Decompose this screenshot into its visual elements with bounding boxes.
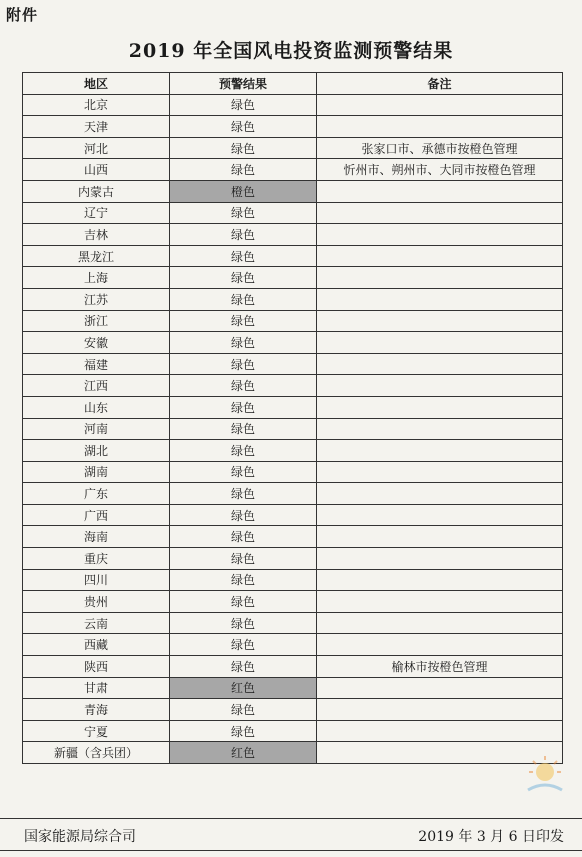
table-row — [23, 483, 563, 505]
warning-result-cell: 绿色 — [170, 569, 317, 591]
warning-result-cell: 绿色 — [170, 159, 317, 181]
note-cell — [317, 310, 563, 332]
table-row — [23, 224, 563, 246]
region-cell: 吉林 — [23, 224, 170, 246]
warning-result-cell: 绿色 — [170, 267, 317, 289]
note-cell — [317, 396, 563, 418]
region-cell: 广东 — [23, 483, 170, 505]
note-cell — [317, 720, 563, 742]
table-row — [23, 116, 563, 138]
note-cell — [317, 180, 563, 202]
watermark-logo-icon — [522, 752, 568, 798]
document-title: 2019 年全国风电投资监测预警结果 — [128, 40, 454, 62]
warning-result-cell: 绿色 — [170, 245, 317, 267]
table-row — [23, 526, 563, 548]
table-row — [23, 418, 563, 440]
warning-result-cell: 绿色 — [170, 591, 317, 613]
region-cell: 内蒙古 — [23, 180, 170, 202]
region-cell: 上海 — [23, 267, 170, 289]
warning-result-cell: 绿色 — [170, 526, 317, 548]
region-cell: 天津 — [23, 116, 170, 138]
table-row — [23, 310, 563, 332]
footer-bottom-rule — [0, 850, 582, 851]
note-cell — [317, 440, 563, 462]
region-cell: 贵州 — [23, 591, 170, 613]
warning-result-cell: 绿色 — [170, 224, 317, 246]
note-cell — [317, 224, 563, 246]
warning-result-cell: 红色 — [170, 677, 317, 699]
table-row — [23, 159, 563, 181]
annex-label: 附件 — [6, 6, 39, 24]
warning-result-cell: 绿色 — [170, 634, 317, 656]
note-cell — [317, 288, 563, 310]
note-cell — [317, 526, 563, 548]
header-result: 预警结果 — [170, 73, 317, 95]
table-row — [23, 353, 563, 375]
note-cell — [317, 353, 563, 375]
table-row — [23, 332, 563, 354]
note-cell — [317, 202, 563, 224]
warning-results-table — [22, 72, 563, 764]
note-cell — [317, 375, 563, 397]
region-cell: 黑龙江 — [23, 245, 170, 267]
table-row — [23, 742, 563, 764]
table-row — [23, 569, 563, 591]
table-row — [23, 548, 563, 570]
note-cell — [317, 634, 563, 656]
region-cell: 青海 — [23, 699, 170, 721]
table-header-row — [23, 73, 563, 95]
header-region: 地区 — [23, 73, 170, 95]
region-cell: 福建 — [23, 353, 170, 375]
table-row — [23, 440, 563, 462]
region-cell: 湖南 — [23, 461, 170, 483]
region-cell: 海南 — [23, 526, 170, 548]
warning-result-cell: 红色 — [170, 742, 317, 764]
table-row — [23, 504, 563, 526]
region-cell: 宁夏 — [23, 720, 170, 742]
table-row — [23, 591, 563, 613]
region-cell: 山东 — [23, 396, 170, 418]
note-cell — [317, 504, 563, 526]
region-cell: 安徽 — [23, 332, 170, 354]
warning-result-cell: 绿色 — [170, 353, 317, 375]
table-row — [23, 202, 563, 224]
warning-result-cell: 绿色 — [170, 310, 317, 332]
warning-result-cell: 绿色 — [170, 332, 317, 354]
region-cell: 江苏 — [23, 288, 170, 310]
warning-result-cell: 绿色 — [170, 548, 317, 570]
region-cell: 广西 — [23, 504, 170, 526]
note-cell — [317, 548, 563, 570]
region-cell: 重庆 — [23, 548, 170, 570]
note-cell: 张家口市、承德市按橙色管理 — [317, 137, 563, 159]
region-cell: 甘肃 — [23, 677, 170, 699]
region-cell: 浙江 — [23, 310, 170, 332]
region-cell: 陕西 — [23, 656, 170, 678]
footer-top-rule — [0, 818, 582, 819]
note-cell — [317, 245, 563, 267]
table-row — [23, 245, 563, 267]
warning-result-cell: 绿色 — [170, 656, 317, 678]
note-cell — [317, 332, 563, 354]
note-cell — [317, 267, 563, 289]
note-cell — [317, 483, 563, 505]
warning-result-cell: 绿色 — [170, 94, 317, 116]
warning-result-cell: 绿色 — [170, 375, 317, 397]
region-cell: 河南 — [23, 418, 170, 440]
note-cell — [317, 591, 563, 613]
region-cell: 四川 — [23, 569, 170, 591]
table-row — [23, 180, 563, 202]
table-row — [23, 396, 563, 418]
region-cell: 湖北 — [23, 440, 170, 462]
warning-result-cell: 绿色 — [170, 288, 317, 310]
warning-result-cell: 绿色 — [170, 396, 317, 418]
warning-result-cell: 绿色 — [170, 699, 317, 721]
warning-result-cell: 橙色 — [170, 180, 317, 202]
note-cell — [317, 569, 563, 591]
warning-result-cell: 绿色 — [170, 418, 317, 440]
region-cell: 辽宁 — [23, 202, 170, 224]
issue-date: 2019 年 3 月 6 日印发 — [418, 829, 564, 845]
table-row — [23, 677, 563, 699]
note-cell — [317, 461, 563, 483]
table-row — [23, 288, 563, 310]
table-row — [23, 137, 563, 159]
region-cell: 山西 — [23, 159, 170, 181]
note-cell: 榆林市按橙色管理 — [317, 656, 563, 678]
table-row — [23, 94, 563, 116]
warning-result-cell: 绿色 — [170, 116, 317, 138]
note-cell — [317, 418, 563, 440]
note-cell: 忻州市、朔州市、大同市按橙色管理 — [317, 159, 563, 181]
table-row — [23, 375, 563, 397]
note-cell — [317, 612, 563, 634]
table-row — [23, 612, 563, 634]
region-cell: 河北 — [23, 137, 170, 159]
note-cell — [317, 94, 563, 116]
warning-result-cell: 绿色 — [170, 612, 317, 634]
region-cell: 云南 — [23, 612, 170, 634]
table-row — [23, 720, 563, 742]
warning-result-cell: 绿色 — [170, 504, 317, 526]
note-cell — [317, 677, 563, 699]
region-cell: 新疆（含兵团） — [23, 742, 170, 764]
region-cell: 西藏 — [23, 634, 170, 656]
region-cell: 北京 — [23, 94, 170, 116]
warning-result-cell: 绿色 — [170, 137, 317, 159]
warning-result-cell: 绿色 — [170, 461, 317, 483]
warning-result-cell: 绿色 — [170, 202, 317, 224]
table-row — [23, 656, 563, 678]
table-row — [23, 699, 563, 721]
table-row — [23, 634, 563, 656]
issuer: 国家能源局综合司 — [24, 829, 136, 845]
warning-result-cell: 绿色 — [170, 720, 317, 742]
warning-result-cell: 绿色 — [170, 483, 317, 505]
region-cell: 江西 — [23, 375, 170, 397]
header-note: 备注 — [317, 73, 563, 95]
note-cell — [317, 699, 563, 721]
table-row — [23, 267, 563, 289]
table-row — [23, 461, 563, 483]
warning-result-cell: 绿色 — [170, 440, 317, 462]
note-cell — [317, 116, 563, 138]
